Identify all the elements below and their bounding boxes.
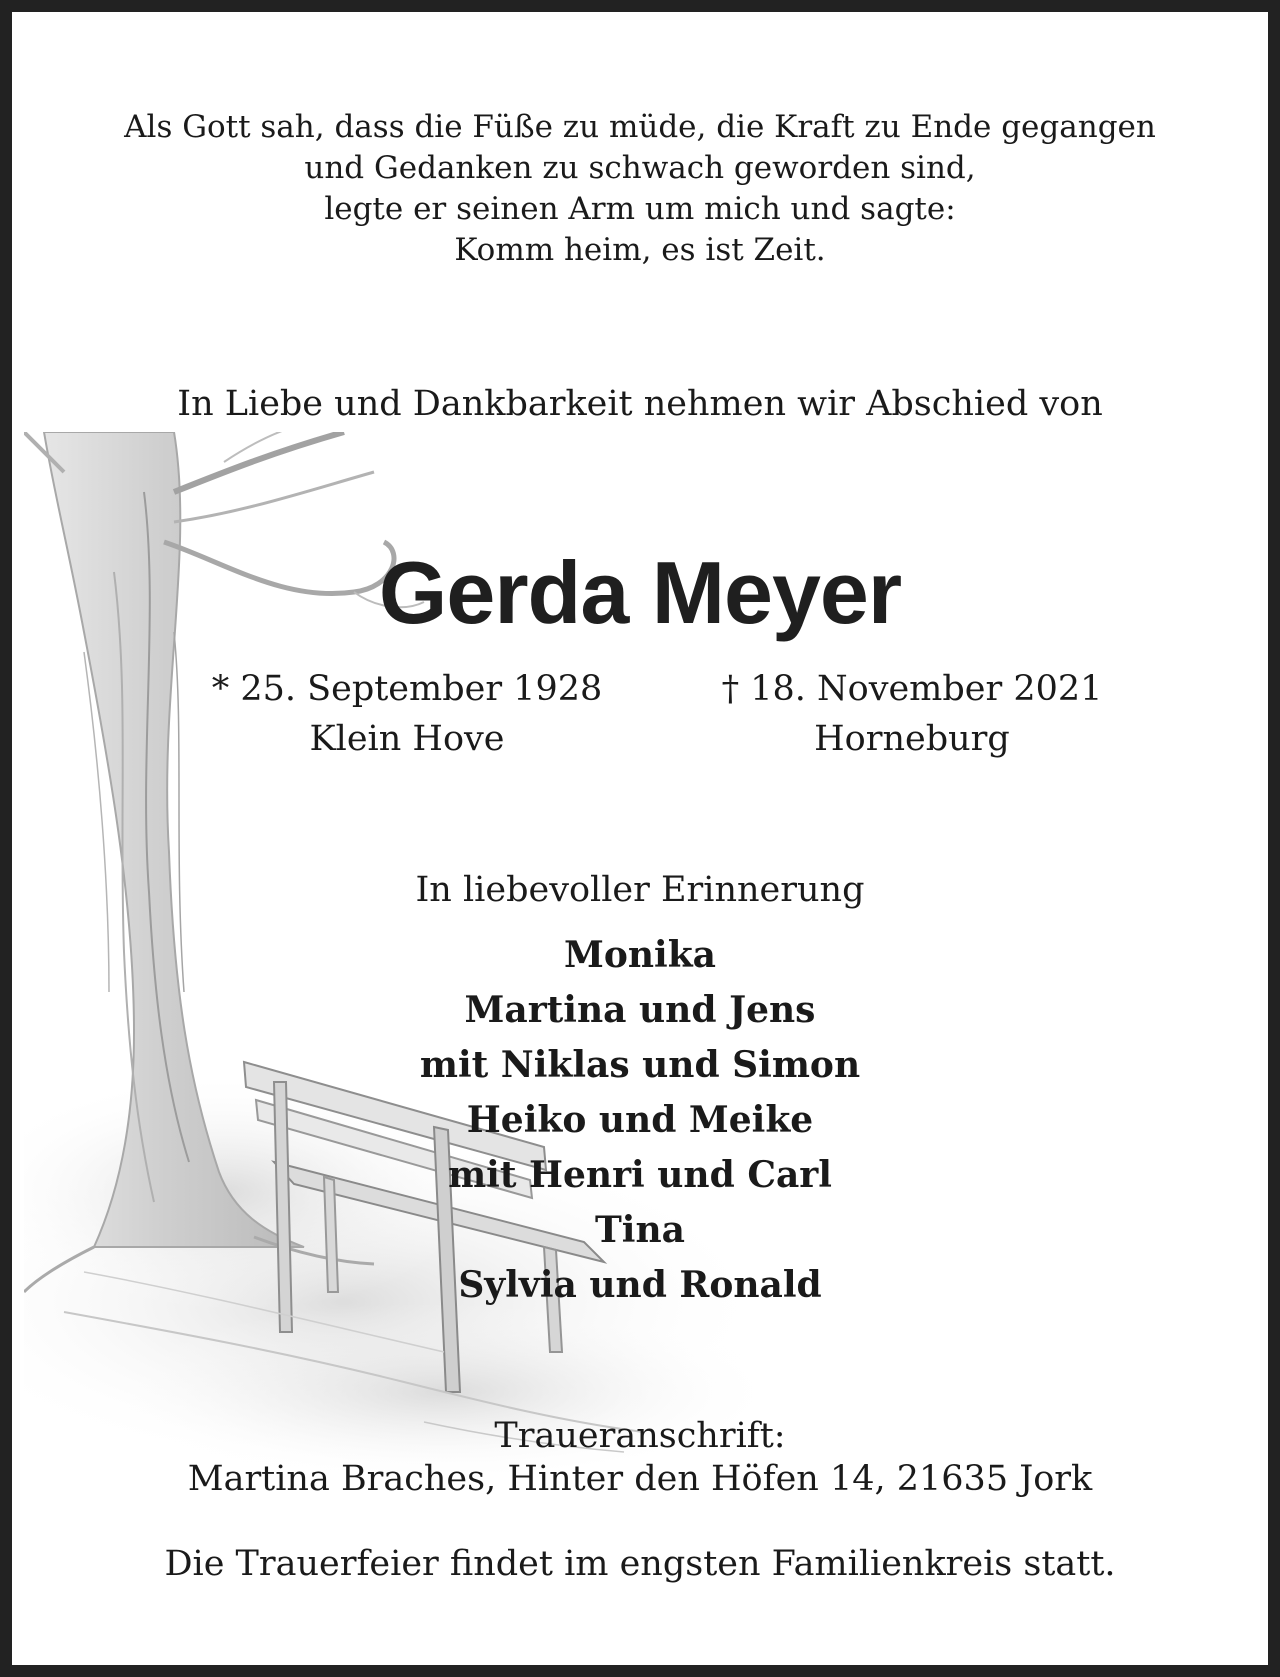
death-date: † 18. November 2021 <box>721 669 1103 709</box>
address-label: Traueranschrift: <box>494 1416 786 1456</box>
birth-place: Klein Hove <box>309 719 505 759</box>
death-place: Horneburg <box>814 719 1010 759</box>
death-info <box>702 664 1122 764</box>
poem-line: Komm heim, es ist Zeit. <box>454 232 826 268</box>
poem-line: Als Gott sah, dass die Füße zu müde, die Kraft zu Ende gegangen <box>124 109 1156 145</box>
family-member: Monika <box>564 934 716 976</box>
family-member: Sylvia und Ronald <box>458 1264 822 1306</box>
memory-heading: In liebevoller Erinnerung <box>415 870 865 910</box>
mourning-address: Martina Braches, Hinter den Höfen 14, 21635 Jork <box>187 1459 1093 1499</box>
poem-line: legte er seinen Arm um mich und sagte: <box>324 191 956 227</box>
deceased-name: Gerda Meyer <box>378 543 902 642</box>
family-member: Heiko und Meike <box>466 1099 814 1141</box>
obituary-content <box>12 12 1268 1665</box>
ceremony-note: Die Trauerfeier findet im engsten Familienkreis statt. <box>164 1544 1116 1584</box>
family-member: mit Niklas und Simon <box>419 1044 861 1086</box>
farewell-intro: In Liebe und Dankbarkeit nehmen wir Abschied von <box>177 384 1103 424</box>
birth-date: * 25. September 1928 <box>211 669 603 709</box>
family-member: Tina <box>595 1209 685 1251</box>
family-member: Martina und Jens <box>464 989 816 1031</box>
poem-line: und Gedanken zu schwach geworden sind, <box>304 150 976 186</box>
family-member: mit Henri und Carl <box>448 1154 832 1196</box>
birth-info <box>192 664 622 764</box>
